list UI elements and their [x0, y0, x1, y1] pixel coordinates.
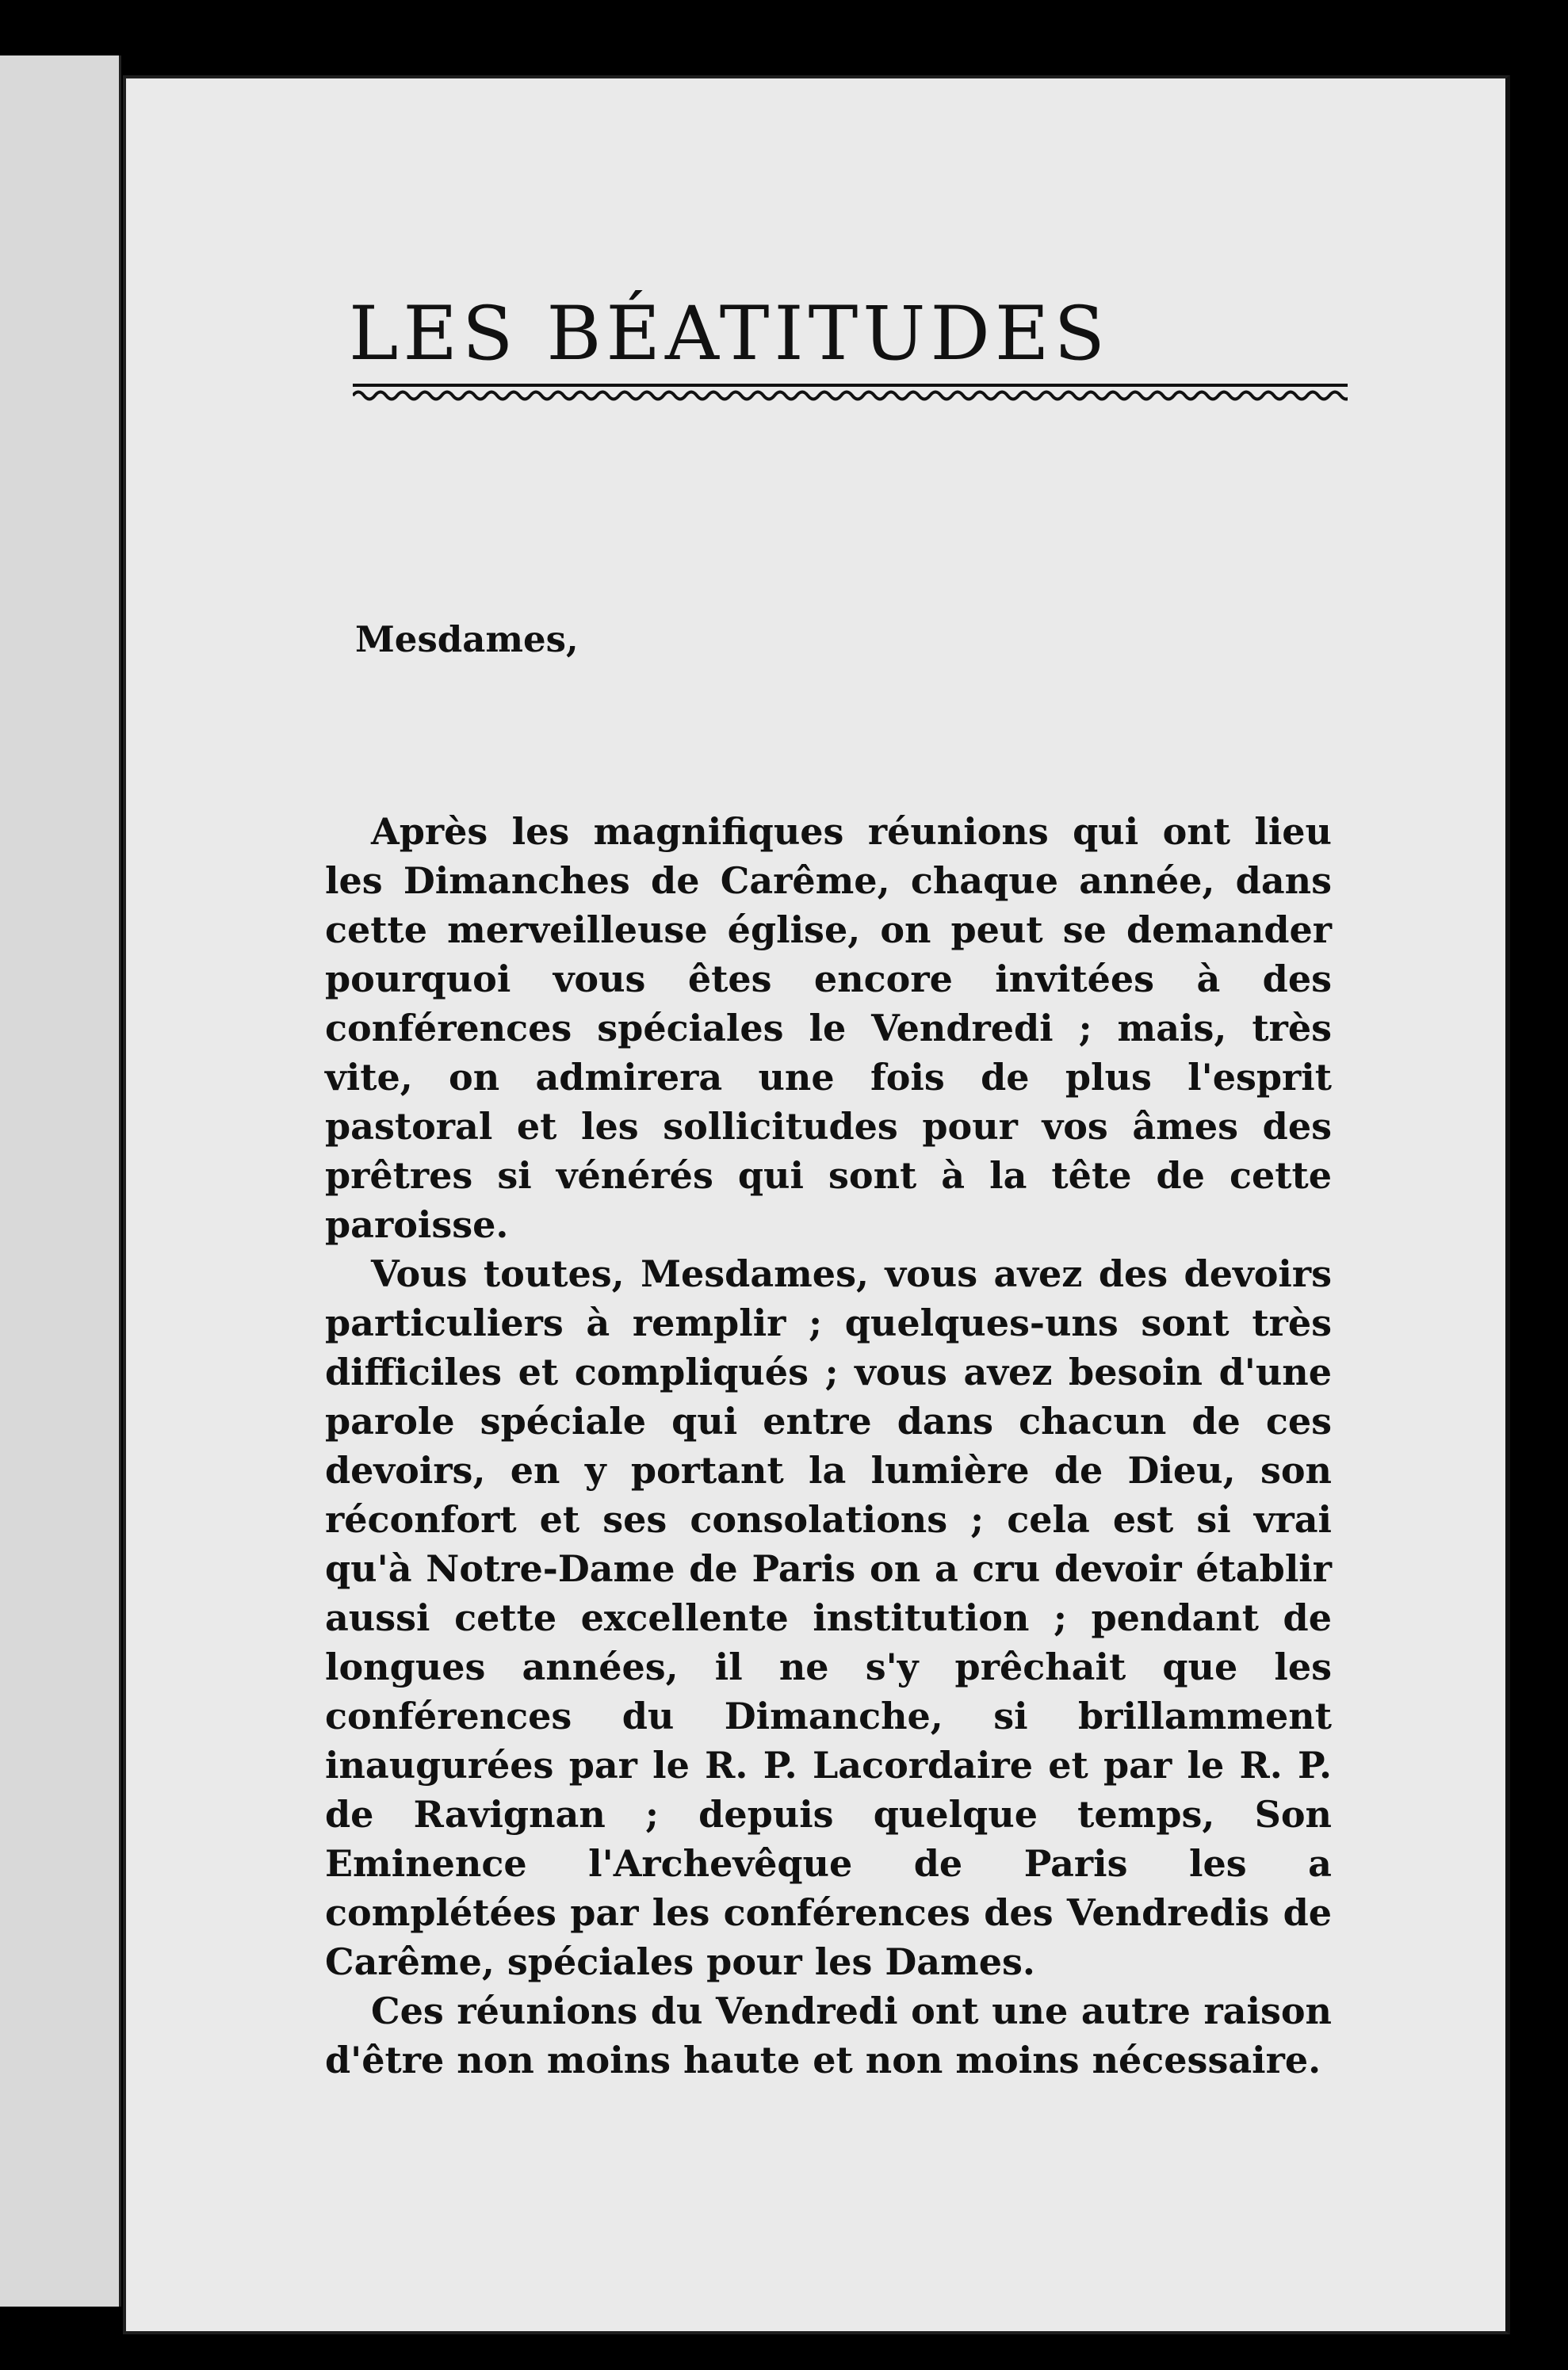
paragraph: Après les magnifiques réunions qui ont lieu les Dimanches de Carême, chaque année, dans cette merveilleuse église, on peut se demander pourquoi vous êtes encore invitées à des conférences spéciales le Vendredi ; mais, très vite, on admirera une fois de plus l'esprit pastoral et les sollicitudes pour vos âmes des prêtres si vénérés qui sont à la tête de cette paroisse. — [325, 810, 1332, 1246]
paragraph: Vous toutes, Mesdames, vous avez des devoirs particuliers à remplir ; quelques-uns sont très difficiles et compliqués ; vous avez besoin d'une parole spéciale qui entre dans chacun de ces devoirs, en y portant la lumière de Dieu, son réconfort et ses consolations ; cela est si vrai qu'à Notre-Dame de Paris on a cru devoir établir aussi cette excellente institution ; pendant de longues années, il ne s'y prêchait que les conférences du Dimanche, si brillamment inaugurées par le R. P. Lacordaire et par le R. P. de Ravignan ; depuis quelque temps, Son Eminence l'Archevêque de Paris les a complétées par les conférences des Vendredis de Carême, spéciales pour les Dames. — [325, 1252, 1332, 1983]
salutation: Mesdames, — [355, 618, 579, 660]
body-text — [325, 807, 1332, 2085]
facing-page-edge — [0, 55, 121, 2307]
scan-border-right — [1513, 0, 1568, 2370]
title-wavy-underline — [353, 383, 1348, 402]
paragraph: Ces réunions du Vendredi ont une autre raison d'être non moins haute et non moins nécessaire. — [325, 1990, 1332, 2081]
chapter-title: LES BÉATITUDES — [349, 291, 1110, 377]
